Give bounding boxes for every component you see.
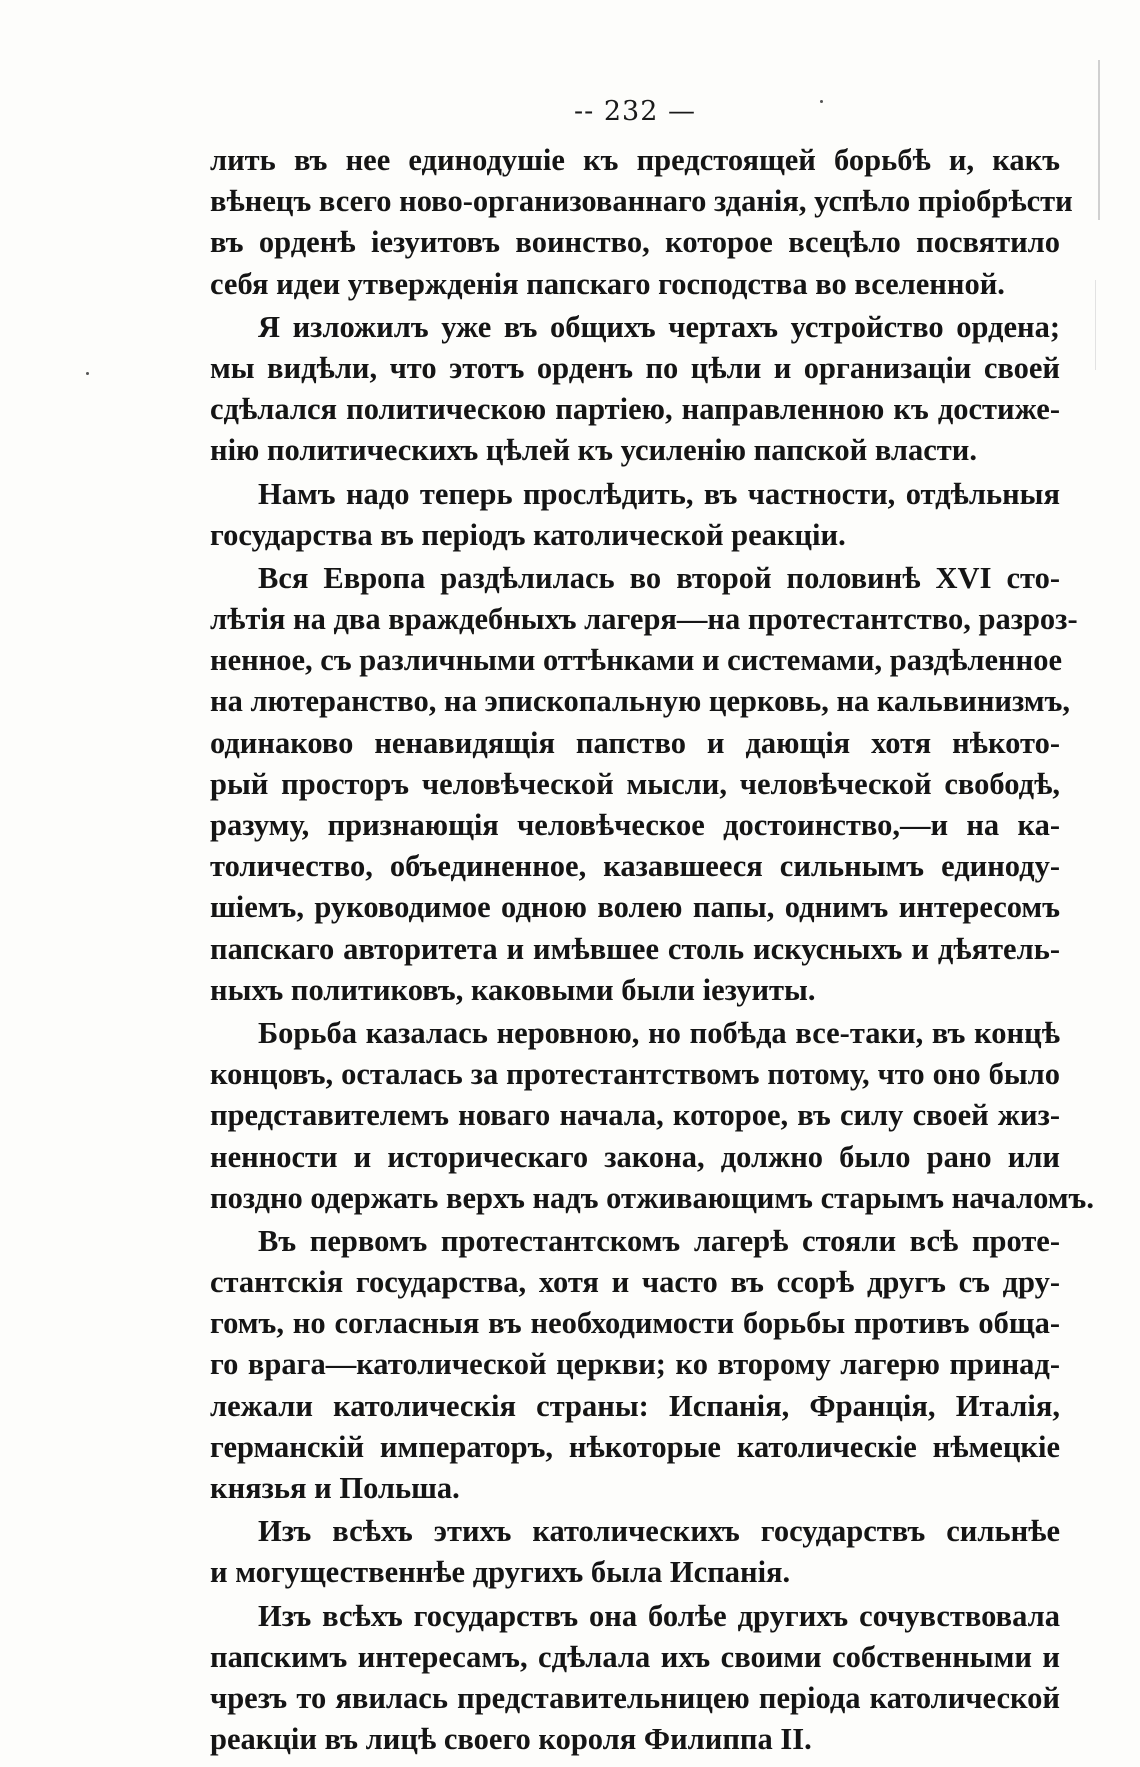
text-line: въ орденѣ іезуитовъ воинство, которое всецѣло посвятило [210, 225, 1060, 260]
text-line: Я изложилъ уже въ общихъ чертахъ устройство ордена; [258, 309, 1060, 344]
text-line: поздно одержать верхъ надъ отживающимъ старымъ началомъ. [210, 1180, 1094, 1215]
text-line: на лютеранство, на эпископальную церковь, на кальвинизмъ, [210, 684, 1070, 719]
text-line: толичество, объединенное, казавшееся сильнымъ единоду- [210, 849, 1060, 884]
text-line: реакціи въ лицѣ своего короля Филиппа II. [210, 1722, 812, 1757]
text-line: ненное, съ различными оттѣнками и системами, раздѣленное [210, 643, 1062, 678]
paragraph [210, 1013, 1094, 1219]
paragraph [210, 558, 1078, 1011]
text-line: шіемъ, руководимое одною волею папы, однимъ интересомъ [210, 890, 1060, 925]
text-line: Въ первомъ протестантскомъ лагерѣ стояли всѣ проте- [258, 1223, 1060, 1258]
scan-speck [820, 100, 823, 103]
scan-speck [86, 372, 89, 375]
text-line: нію политическихъ цѣлей къ усиленію папской власти. [210, 433, 977, 468]
paragraph [210, 140, 1073, 305]
text-line: лежали католическія страны: Испанія, Франція, Италія, [210, 1388, 1060, 1423]
text-line: Вся Европа раздѣлилась во второй половинѣ XVI сто- [258, 560, 1060, 595]
scan-edge-mark [1098, 60, 1100, 220]
text-line: германскій императоръ, нѣкоторые католическіе нѣмецкіе [210, 1429, 1060, 1464]
text-line: лѣтія на два враждебныхъ лагеря—на протестантство, разроз- [210, 602, 1078, 637]
text-line: стантскія государства, хотя и часто въ ссорѣ другъ съ дру- [210, 1265, 1060, 1300]
text-line: Намъ надо теперь прослѣдить, въ частности, отдѣльныя [258, 476, 1060, 511]
text-line: государства въ періодъ католической реакціи. [210, 517, 846, 552]
text-line: Изъ всѣхъ государствъ она болѣе другихъ сочувствовала [258, 1598, 1060, 1633]
text-line: представителемъ новаго начала, которое, въ силу своей жиз- [210, 1098, 1060, 1133]
scan-edge-mark [1095, 280, 1096, 370]
text-line: ненности и историческаго закона, должно было рано или [210, 1139, 1060, 1174]
text-line: лить въ нее единодушіе къ предстоящей борьбѣ и, какъ [210, 143, 1060, 177]
text-line: и могущественнѣе другихъ была Испанія. [210, 1555, 791, 1590]
body-text [210, 140, 1094, 1762]
text-line: чрезъ то явилась представительницею періода католической [210, 1680, 1060, 1715]
paragraph [210, 1596, 1060, 1761]
text-line: князья и Польша. [210, 1471, 460, 1505]
text-line: разуму, признающія человѣческое достоинство,—и на ка- [210, 808, 1060, 842]
text-line: Изъ всѣхъ этихъ католическихъ государствъ сильнѣе [258, 1514, 1060, 1549]
text-line: ныхъ политиковъ, каковыми были іезуиты. [210, 972, 816, 1007]
text-line: концовъ, осталась за протестантствомъ потому, что оно было [210, 1057, 1060, 1092]
text-line: рый просторъ человѣческой мысли, человѣческой свободѣ, [210, 766, 1060, 801]
page-number: -- 232 — [574, 96, 696, 127]
paragraph [210, 307, 1060, 472]
text-line: мы видѣли, что этотъ орденъ по цѣли и организаціи своей [210, 350, 1060, 385]
text-line: папскаго авторитета и имѣвшее столь искусныхъ и дѣятель- [210, 931, 1060, 966]
paragraph [210, 1511, 1060, 1593]
paragraph [210, 1221, 1060, 1509]
text-line: гомъ, но согласныя въ необходимости борьбы противъ обща- [210, 1306, 1060, 1341]
text-line: вѣнецъ всего ново-организованнаго зданія, успѣло пріобрѣсти [210, 184, 1073, 219]
text-line: Борьба казалась неровною, но побѣда все-таки, въ концѣ [258, 1015, 1060, 1050]
text-line: одинаково ненавидящія папство и дающія хотя нѣкото- [210, 725, 1060, 760]
text-line: себя идеи утвержденія папскаго господства во вселенной. [210, 266, 1005, 301]
text-line: папскимъ интересамъ, сдѣлала ихъ своими собственными и [210, 1639, 1060, 1674]
paragraph [210, 474, 1060, 556]
text-line: го врага—католической церкви; ко второму лагерю принад- [210, 1347, 1060, 1382]
text-line: сдѣлался политическою партіею, направленною къ достиже- [210, 392, 1060, 427]
